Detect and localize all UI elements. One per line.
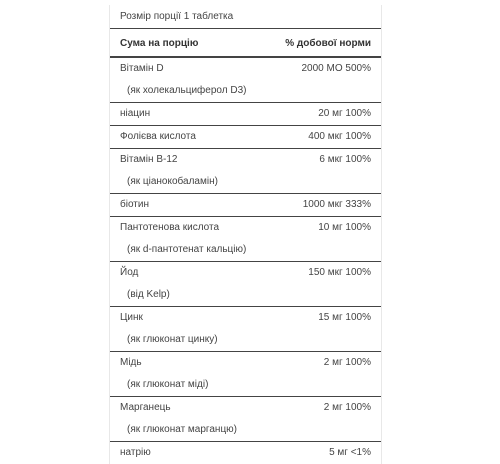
table-row	[110, 126, 381, 149]
amount-per-serving-header: Сума на порцію	[120, 38, 199, 49]
nutrient-rows	[110, 58, 381, 464]
nutrient-source-note: (від Kelp)	[127, 289, 170, 300]
nutrient-name: ніацин	[120, 108, 151, 119]
nutrient-name: Марганець	[120, 402, 171, 413]
nutrient-value: 5 мг <1%	[329, 447, 371, 458]
table-row	[110, 149, 381, 194]
nutrient-line	[110, 397, 381, 419]
nutrient-line	[110, 442, 381, 464]
nutrient-name: Вітамін В-12	[120, 154, 178, 165]
nutrient-line	[110, 126, 381, 148]
table-row	[110, 307, 381, 352]
nutrient-source-note: (як глюконат міді)	[127, 379, 209, 390]
table-header	[110, 29, 381, 58]
nutrient-source-note: (як глюконат марганцю)	[127, 424, 237, 435]
nutrient-name: Пантотенова кислота	[120, 222, 220, 233]
daily-value-header: % добової норми	[285, 38, 371, 49]
nutrient-value: 6 мкг 100%	[319, 154, 371, 165]
nutrient-source-note: (як ціанокобаламін)	[127, 176, 218, 187]
nutrient-line	[110, 103, 381, 125]
nutrient-value: 400 мкг 100%	[308, 131, 371, 142]
nutrient-value: 150 мкг 100%	[308, 267, 371, 278]
nutrient-line	[110, 149, 381, 171]
nutrient-source-note: (як d-пантотенат кальцію)	[127, 244, 247, 255]
nutrient-name: натрію	[120, 447, 151, 458]
table-row	[110, 103, 381, 126]
nutrient-name: Фолієва кислота	[120, 131, 196, 142]
nutrient-line	[110, 307, 381, 329]
nutrient-value: 2000 МО 500%	[301, 63, 371, 74]
nutrient-source-note: (як глюконат цинку)	[127, 334, 218, 345]
nutrient-line	[110, 194, 381, 216]
nutrient-name: Вітамін D	[120, 63, 164, 74]
nutrient-value: 20 мг 100%	[318, 108, 371, 119]
nutrient-line	[110, 58, 381, 80]
nutrient-value: 2 мг 100%	[323, 357, 371, 368]
table-row	[110, 194, 381, 217]
nutrient-value: 1000 мкг 333%	[302, 199, 371, 210]
nutrient-name: Цинк	[120, 312, 143, 323]
table-row	[110, 442, 381, 464]
table-row	[110, 217, 381, 262]
nutrient-source-note: (як холекальциферол D3)	[127, 85, 247, 96]
nutrient-line	[110, 262, 381, 284]
nutrient-value: 2 мг 100%	[323, 402, 371, 413]
supplement-facts-table	[109, 5, 382, 464]
table-row	[110, 58, 381, 103]
table-row	[110, 397, 381, 442]
nutrient-name: Мідь	[120, 357, 142, 368]
nutrient-value: 10 мг 100%	[318, 222, 371, 233]
nutrient-line	[110, 217, 381, 239]
nutrient-name: біотин	[120, 199, 149, 210]
table-row	[110, 352, 381, 397]
nutrient-value: 15 мг 100%	[318, 312, 371, 323]
nutrient-name: Йод	[120, 267, 139, 278]
table-row	[110, 262, 381, 307]
serving-size: Розмір порції 1 таблетка	[110, 5, 381, 29]
nutrient-line	[110, 352, 381, 374]
